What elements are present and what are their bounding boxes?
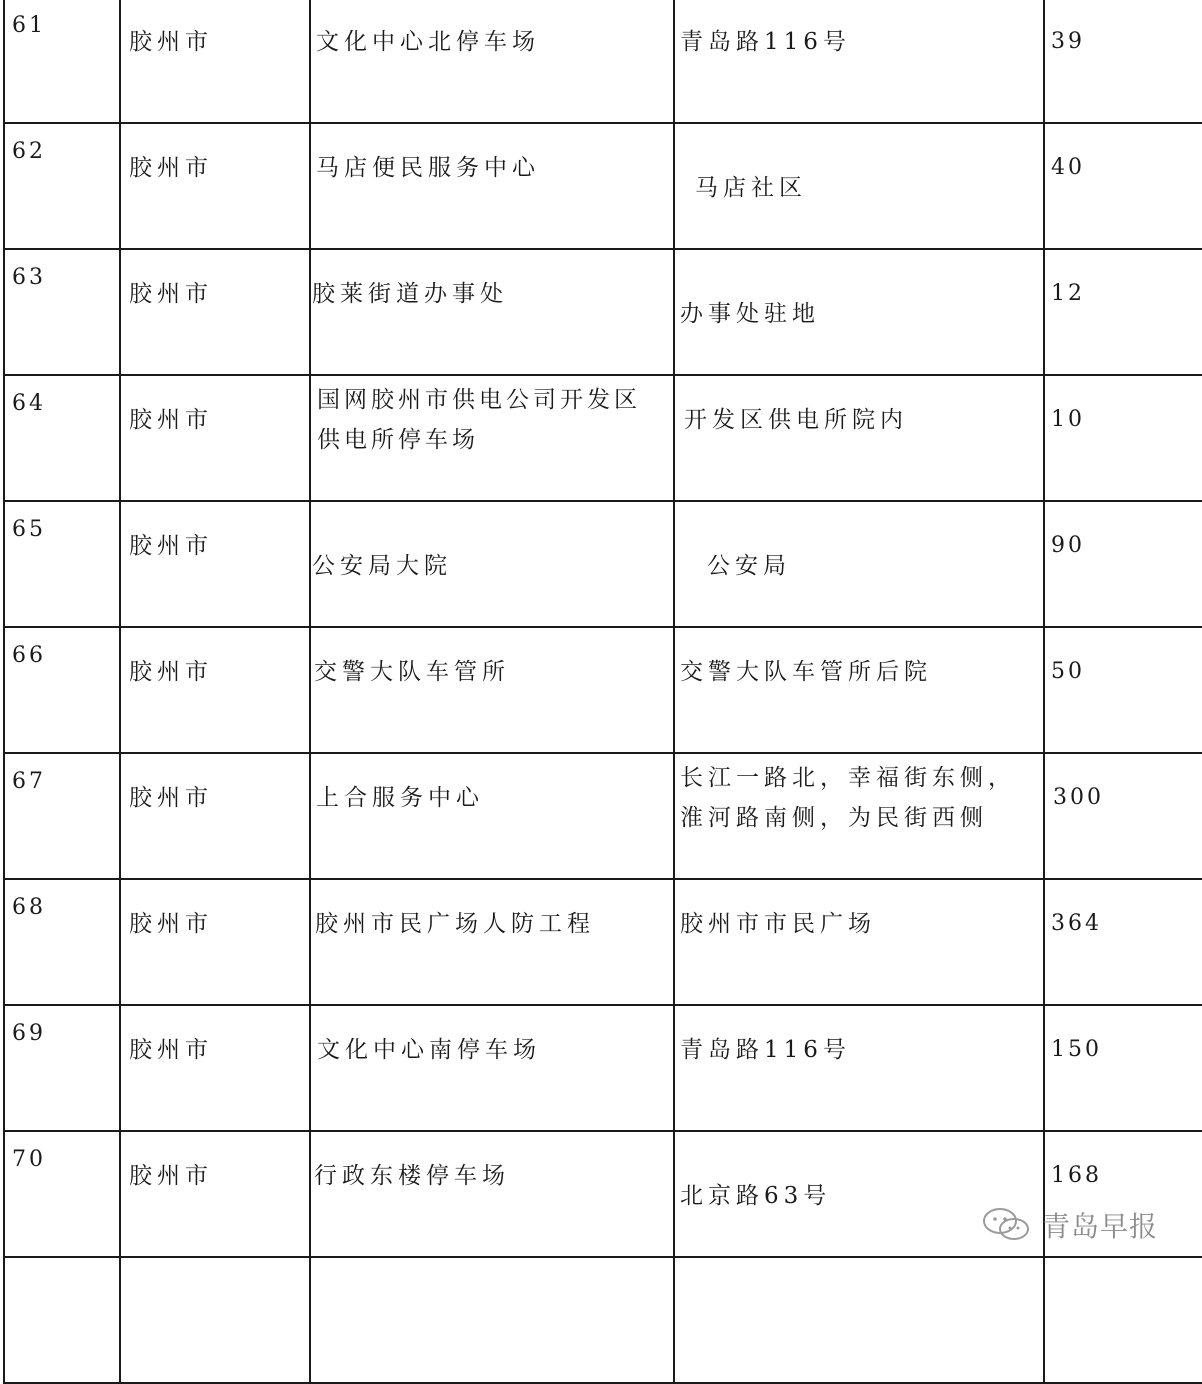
address: 胶州市市民广场 [680,911,876,937]
parking-table [3,0,1202,1384]
cell-no [4,753,120,879]
cell-no [4,249,120,375]
row-number: 61 [12,13,46,38]
cell-no [4,1131,120,1257]
city: 胶州市 [129,407,213,433]
cell-address [674,501,1044,627]
spaces: 90 [1051,533,1085,558]
cell-no [4,627,120,753]
cell-no [4,879,120,1005]
address: 青岛路116号 [680,1037,851,1063]
cell-name [310,501,674,627]
table-row [4,0,1202,123]
parking-name: 胶莱街道办事处 [312,281,508,307]
cell-spaces [1044,0,1202,123]
parking-name: 国网胶州市供电公司开发区供电所停车场 [317,387,641,453]
cell-city [120,249,310,375]
row-number: 64 [12,391,46,416]
cell-city [120,753,310,879]
parking-name: 公安局大院 [312,553,452,579]
spaces: 150 [1051,1037,1102,1062]
spaces: 50 [1051,659,1085,684]
row-number: 63 [12,265,46,290]
row-number: 69 [12,1021,46,1046]
spaces: 40 [1051,155,1085,180]
city: 胶州市 [129,1163,213,1189]
table-row [4,1005,1202,1131]
parking-name: 马店便民服务中心 [316,155,540,181]
cell-spaces [1044,123,1202,249]
address: 办事处驻地 [680,301,820,327]
cell-spaces [1044,879,1202,1005]
spaces: 364 [1051,911,1102,936]
address: 开发区供电所院内 [684,407,908,433]
table-row [4,249,1202,375]
cell-name [310,879,674,1005]
cell-city [120,1005,310,1131]
spaces: 300 [1053,785,1104,810]
cell-address [674,753,1044,879]
watermark [980,1205,1158,1245]
cell-spaces [1044,1005,1202,1131]
parking-name: 上合服务中心 [316,785,484,811]
parking-name: 文化中心南停车场 [317,1037,541,1063]
city: 胶州市 [129,29,213,55]
table-row [4,123,1202,249]
cell-no [4,501,120,627]
wechat-icon [980,1205,1032,1245]
city: 胶州市 [129,281,213,307]
cell-name [310,1005,674,1131]
cell-spaces [1044,375,1202,501]
parking-name: 交警大队车管所 [314,659,510,685]
spaces: 10 [1051,407,1085,432]
cell-spaces [1044,627,1202,753]
address: 长江一路北，幸福街东侧，淮河路南侧，为民街西侧 [680,765,1016,831]
parking-name: 行政东楼停车场 [314,1163,510,1189]
city: 胶州市 [129,155,213,181]
cell-address [674,1005,1044,1131]
table-row [4,501,1202,627]
cell-spaces [1044,501,1202,627]
cell-city [120,627,310,753]
cell-no [4,0,120,123]
city: 胶州市 [129,911,213,937]
row-number: 62 [12,139,46,164]
row-number: 65 [12,517,46,542]
row-number: 70 [12,1147,46,1172]
cell-name [310,1131,674,1257]
table-row-partial [4,1257,1202,1383]
cell-city [120,375,310,501]
cell-address [674,879,1044,1005]
address: 北京路63号 [680,1183,832,1209]
spaces: 12 [1051,281,1085,306]
cell-city [120,1131,310,1257]
table-row [4,627,1202,753]
city: 胶州市 [129,533,213,559]
city: 胶州市 [129,659,213,685]
cell-address [674,0,1044,123]
spaces: 168 [1051,1163,1102,1188]
address: 交警大队车管所后院 [680,659,932,685]
watermark-text: 青岛早报 [1042,1210,1159,1243]
table-row [4,879,1202,1005]
city: 胶州市 [129,1037,213,1063]
cell-name [310,375,674,501]
city: 胶州市 [129,785,213,811]
cell-no [4,375,120,501]
address: 马店社区 [695,175,807,201]
address: 公安局 [707,553,791,579]
cell-city [120,879,310,1005]
cell-address [674,123,1044,249]
cell-city [120,0,310,123]
cell-city [120,123,310,249]
cell-name [310,753,674,879]
parking-name: 文化中心北停车场 [316,29,540,55]
cell-spaces [1044,249,1202,375]
table-row [4,753,1202,879]
row-number: 68 [12,895,46,920]
row-number: 66 [12,643,46,668]
cell-address [674,249,1044,375]
row-number: 67 [12,769,46,794]
cell-name [310,249,674,375]
parking-name: 胶州市民广场人防工程 [315,911,595,937]
cell-spaces [1044,753,1202,879]
cell-no [4,1005,120,1131]
cell-address [674,375,1044,501]
cell-name [310,627,674,753]
address: 青岛路116号 [680,29,851,55]
spaces: 39 [1051,29,1085,54]
cell-city [120,501,310,627]
cell-address [674,627,1044,753]
cell-no [4,123,120,249]
cell-name [310,123,674,249]
table-row [4,375,1202,501]
cell-name [310,0,674,123]
